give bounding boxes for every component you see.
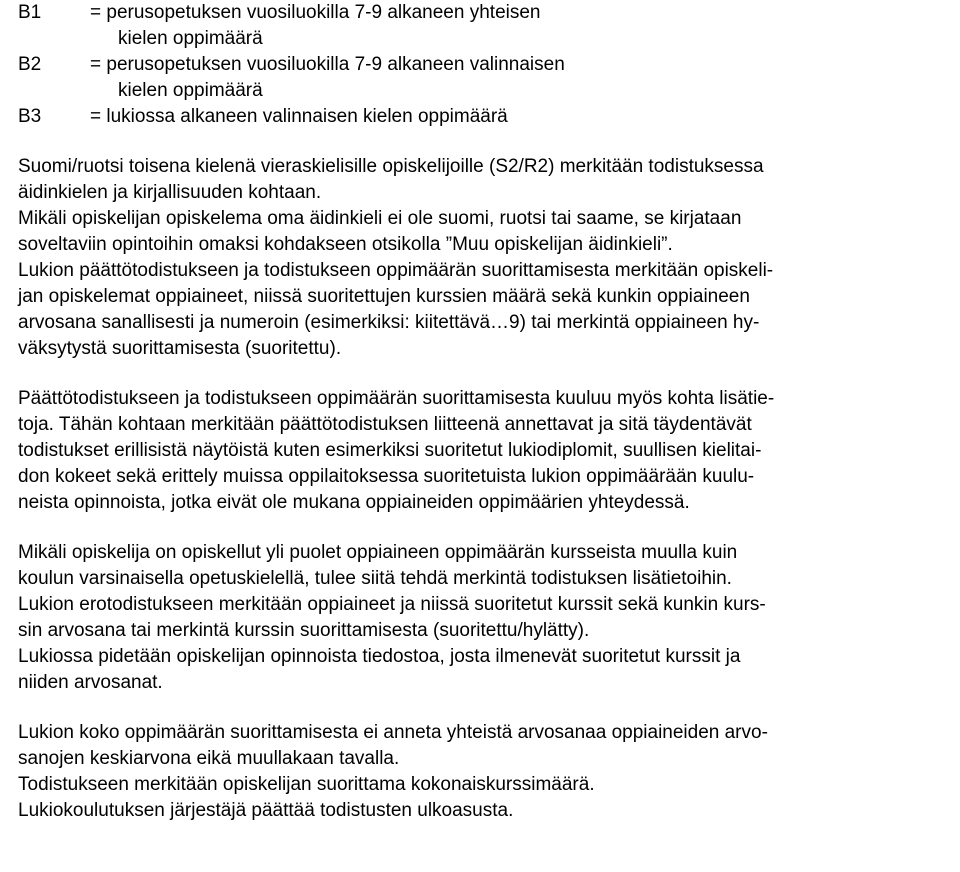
text-line: niiden arvosanat. [18, 672, 163, 693]
text-line: neista opinnoista, jotka eivät ole mukana oppiaineiden oppimäärien yhteydessä. [18, 492, 690, 513]
text-line: väksytystä suorittamisesta (suoritettu). [18, 338, 342, 359]
spacer [18, 362, 948, 386]
definition-text: = perusopetuksen vuosiluokilla 7-9 alkaneen yhteisen [90, 2, 541, 23]
text-line: Lukion erotodistukseen merkitään oppiaineet ja niissä suoritetut kurssit sekä kunkin kurs- [18, 594, 766, 615]
paragraph-block-1 [18, 154, 948, 362]
definition-code: B1 [18, 2, 42, 23]
text-line: Lukion päättötodistukseen ja todistukseen oppimäärän suorittamisesta merkitään opiskeli- [18, 260, 774, 281]
text-line: Suomi/ruotsi toisena kielenä vieraskielisille opiskelijoille (S2/R2) merkitään todistuksessa [18, 156, 764, 177]
text-line: koulun varsinaisella opetuskielellä, tulee siitä tehdä merkintä todistuksen lisätietoihin. [18, 568, 732, 589]
spacer [18, 516, 948, 540]
definition-code: B3 [18, 106, 42, 127]
definition-b2 [18, 52, 948, 78]
definition-text: = perusopetuksen vuosiluokilla 7-9 alkaneen valinnaisen [90, 54, 565, 75]
definition-text: = lukiossa alkaneen valinnaisen kielen oppimäärä [90, 106, 508, 127]
text-line: toja. Tähän kohtaan merkitään päättötodistuksen liitteenä annettavat ja sitä täydentävät [18, 414, 752, 435]
text-line: Päättötodistukseen ja todistukseen oppimäärän suorittamisesta kuuluu myös kohta lisätie- [18, 388, 775, 409]
text-line: Lukiossa pidetään opiskelijan opinnoista tiedostoa, josta ilmenevät suoritetut kurssit ja [18, 646, 741, 667]
paragraph-block-3 [18, 540, 948, 696]
spacer [18, 696, 948, 720]
document-body [18, 0, 948, 824]
paragraph-block-4 [18, 720, 948, 824]
definition-code: B2 [18, 54, 42, 75]
text-line: don kokeet sekä erittely muissa oppilaitoksessa suoritetuista lukion oppimäärään kuulu- [18, 466, 755, 487]
text-line: Lukion koko oppimäärän suorittamisesta ei anneta yhteistä arvosanaa oppiaineiden arvo- [18, 722, 768, 743]
text-line: soveltaviin opintoihin omaksi kohdakseen otsikolla ”Muu opiskelijan äidinkieli”. [18, 234, 673, 255]
spacer [18, 130, 948, 154]
text-line: Mikäli opiskelija on opiskellut yli puolet oppiaineen oppimäärän kursseista muulla kuin [18, 542, 738, 563]
text-line: Todistukseen merkitään opiskelijan suorittama kokonaiskurssimäärä. [18, 774, 595, 795]
paragraph-block-2 [18, 386, 948, 516]
text-line: sanojen keskiarvona eikä muullakaan tavalla. [18, 748, 400, 769]
text-line: todistukset erillisistä näytöistä kuten esimerkiksi suoritetut lukiodiplomit, suullisen kielitai- [18, 440, 762, 461]
text-line: jan opiskelemat oppiaineet, niissä suoritettujen kurssien määrä sekä kunkin oppiaineen [18, 286, 750, 307]
definition-b3 [18, 104, 948, 130]
text-line: Lukiokoulutuksen järjestäjä päättää todistusten ulkoasusta. [18, 800, 514, 821]
text-line: äidinkielen ja kirjallisuuden kohtaan. [18, 182, 322, 203]
definition-text-continued: kielen oppimäärä [118, 28, 263, 49]
definition-list [18, 0, 948, 130]
definition-text-continued: kielen oppimäärä [118, 80, 263, 101]
definition-b1 [18, 0, 948, 26]
text-line: arvosana sanallisesti ja numeroin (esimerkiksi: kiitettävä…9) tai merkintä oppiaineen hy- [18, 312, 760, 333]
text-line: Mikäli opiskelijan opiskelema oma äidinkieli ei ole suomi, ruotsi tai saame, se kirjataan [18, 208, 742, 229]
text-line: sin arvosana tai merkintä kurssin suorittamisesta (suoritettu/hylätty). [18, 620, 590, 641]
